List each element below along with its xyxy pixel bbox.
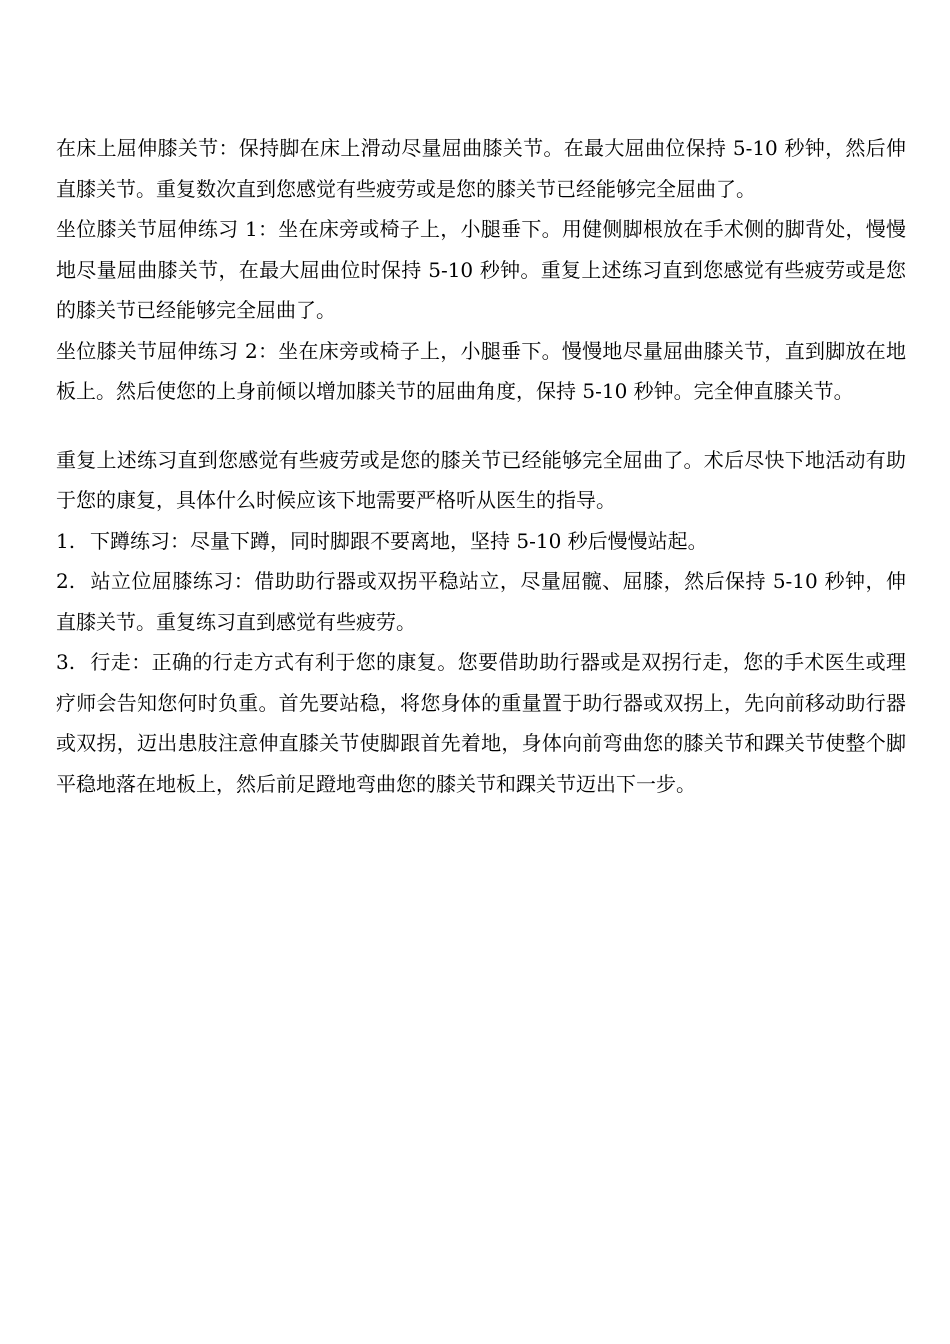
- paragraph-seated-exercise-1: [56, 209, 906, 331]
- paragraph-repeat-and-walking: [56, 440, 906, 521]
- paragraph-seated-exercise-2: [56, 331, 906, 412]
- list-item-text: 行走：正确的行走方式有利于您的康复。您要借助助行器或是双拐行走，您的手术医生或理疗师会告知您何时负重。首先要站稳，将您身体的重量置于助行器或双拐上，先向前移动助行器或双拐，迈出患肢注意伸直膝关节使脚跟首先着地，身体向前弯曲您的膝关节和踝关节使整个脚平稳地落在地板上，然后前足蹬地弯曲您的膝关节和踝关节迈出下一步。: [56, 650, 906, 796]
- paragraph-text: 坐位膝关节屈伸练习 1：坐在床旁或椅子上，小腿垂下。用健侧脚根放在手术侧的脚背处，慢慢地尽量屈曲膝关节，在最大屈曲位时保持 5-10 秒钟。重复上述练习直到您感觉有些疲劳或是您的膝关节已经能够完全屈曲了。: [56, 217, 906, 322]
- list-item-walking: [56, 642, 906, 804]
- paragraph-text: 在床上屈伸膝关节：保持脚在床上滑动尽量屈曲膝关节。在最大屈曲位保持 5-10 秒钟，然后伸直膝关节。重复数次直到您感觉有些疲劳或是您的膝关节已经能够完全屈曲了。: [56, 136, 906, 201]
- paragraph-text: 重复上述练习直到您感觉有些疲劳或是您的膝关节已经能够完全屈曲了。术后尽快下地活动有助于您的康复，具体什么时候应该下地需要严格听从医生的指导。: [56, 447, 906, 512]
- list-item-standing-knee-flexion: [56, 561, 906, 642]
- list-number: 2.: [56, 569, 76, 593]
- list-item-text: 站立位屈膝练习：借助助行器或双拐平稳站立，尽量屈髋、屈膝，然后保持 5-10 秒钟，伸直膝关节。重复练习直到感觉有些疲劳。: [56, 569, 906, 634]
- list-number: 3.: [56, 650, 76, 674]
- paragraph-text: 坐位膝关节屈伸练习 2：坐在床旁或椅子上，小腿垂下。慢慢地尽量屈曲膝关节，直到脚放在地板上。然后使您的上身前倾以增加膝关节的屈曲角度，保持 5-10 秒钟。完全伸直膝关节。: [56, 338, 906, 403]
- list-item-squat: [56, 521, 906, 562]
- list-item-text: 下蹲练习：尽量下蹲，同时脚跟不要离地，坚持 5-10 秒后慢慢站起。: [90, 528, 708, 553]
- list-number: 1.: [56, 528, 76, 553]
- document-body: [56, 128, 906, 804]
- paragraph-bed-knee-flexion: [56, 128, 906, 209]
